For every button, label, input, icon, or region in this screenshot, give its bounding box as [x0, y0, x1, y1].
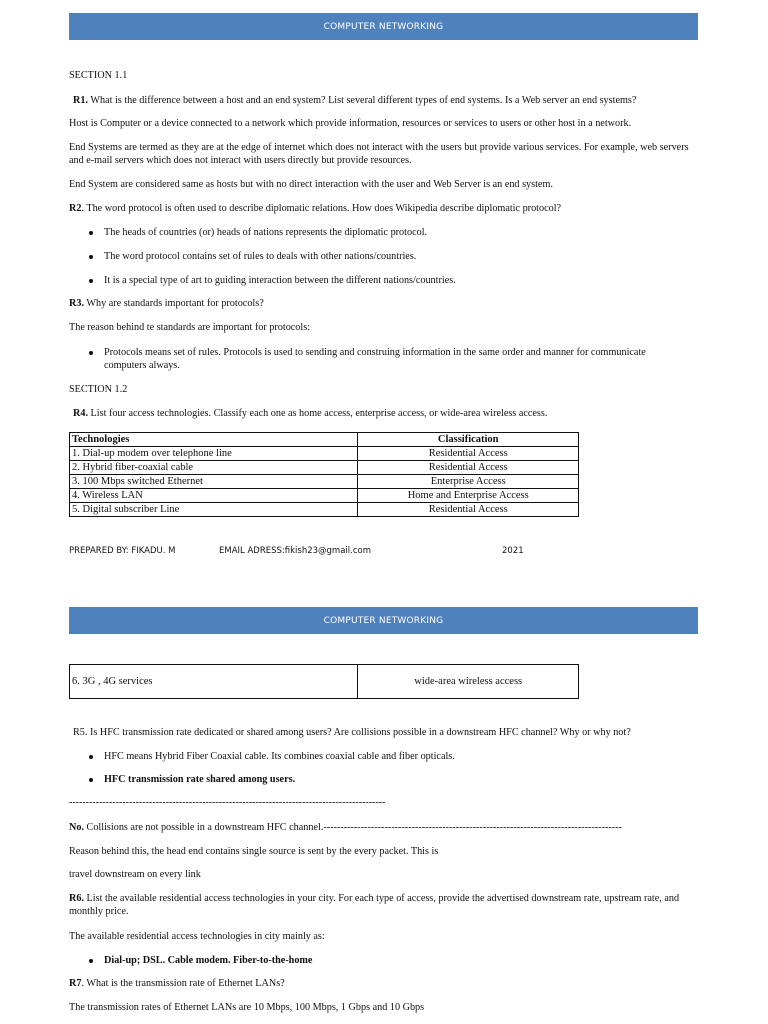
list-item: The heads of countries (or) heads of nations represents the diplomatic protocol. [89, 226, 689, 239]
question-label: R4. [73, 408, 88, 419]
section-heading: SECTION 1.1 [69, 70, 128, 81]
question-label: R6. [69, 893, 84, 904]
question-text: . The word protocol is often used to describe diplomatic relations. How does Wikipedia describe diplomatic protocol? [81, 203, 562, 214]
answer-paragraph: Reason behind this, the head end contains single source is sent by the every packet. This is [69, 846, 439, 857]
table-cell: 3. 100 Mbps switched Ethernet [70, 475, 358, 489]
prepared-by: PREPARED BY: FIKADU. M [69, 546, 176, 556]
answer-paragraph [69, 821, 664, 834]
page-header-banner [69, 13, 698, 40]
answer-paragraph: End Systems are termed as they are at the edge of internet which does not interact with the users but provide various services. For example, web servers and e-mail servers which does not interact with users directly but provide resources. [69, 142, 689, 166]
question-r6 [69, 892, 699, 918]
table-cell: Residential Access [358, 461, 579, 475]
answer-paragraph: travel downstream on every link [69, 869, 201, 880]
question-text: List the available residential access technologies in your city. For each type of access, provide the advertised downstream rate, upstream rate, and monthly price. [69, 893, 680, 917]
answer-paragraph: End System are considered same as hosts but with no direct interaction with the user and Web Server is an end system. [69, 179, 553, 190]
question-text: What is the difference between a host and an end system? List several different types of end systems. Is a Web server an end systems? [88, 95, 637, 106]
question-r1 [73, 94, 703, 107]
question-text: Why are standards important for protocols? [84, 298, 264, 309]
answer-paragraph: Host is Computer or a device connected to a network which provide information, resources or services to users or other host in a network. [69, 118, 632, 129]
table-row [70, 489, 579, 503]
table-cell: 6. 3G , 4G services [70, 665, 358, 699]
table-row [70, 447, 579, 461]
answer-paragraph: The transmission rates of Ethernet LANs are 10 Mbps, 100 Mbps, 1 Gbps and 10 Gbps [69, 1002, 425, 1013]
question-r3 [69, 297, 699, 310]
table-cell: 5. Digital subscriber Line [70, 503, 358, 517]
question-label: R3. [69, 298, 84, 309]
answer-label: No. [69, 822, 84, 833]
question-r5: R5. Is HFC transmission rate dedicated or shared among users? Are collisions possible in a downstream HFC channel? Why or why not? [73, 727, 631, 738]
question-label: R7 [69, 978, 82, 989]
table-row [70, 665, 579, 699]
table-row [70, 461, 579, 475]
answer-text: Collisions are not possible in a downstream HFC channel.---------------------------------------------------------------------------------------- [84, 822, 622, 833]
answer-paragraph: The reason behind te standards are important for protocols: [69, 322, 311, 333]
table-cell: Residential Access [358, 447, 579, 461]
column-header: Classification [358, 433, 579, 447]
list-item: HFC transmission rate shared among users. [89, 773, 689, 786]
banner-title: COMPUTER NETWORKING [323, 21, 444, 32]
list-item: The word protocol contains set of rules to deals with other nations/countries. [89, 250, 689, 263]
email-address: EMAIL ADRESS:fikish23@gmail.com [219, 546, 371, 556]
table-cell: wide-area wireless access [358, 665, 579, 699]
table-cell: 1. Dial-up modem over telephone line [70, 447, 358, 461]
table-cell: Enterprise Access [358, 475, 579, 489]
column-header: Technologies [70, 433, 358, 447]
page-footer [69, 546, 709, 560]
list-item: Dial-up; DSL. Cable modem. Fiber-to-the-home [89, 954, 689, 967]
access-technologies-table-continued [69, 664, 579, 699]
page-header-banner [69, 607, 698, 634]
question-r4 [73, 407, 703, 420]
table-cell: 4. Wireless LAN [70, 489, 358, 503]
banner-title: COMPUTER NETWORKING [323, 615, 444, 626]
year: 2021 [502, 546, 524, 556]
question-label: R2 [69, 203, 82, 214]
list-item: It is a special type of art to guiding interaction between the different nations/countries. [89, 274, 689, 287]
table-cell: Residential Access [358, 503, 579, 517]
question-r7 [69, 977, 699, 990]
question-text: . What is the transmission rate of Ethernet LANs? [81, 978, 285, 989]
question-text: List four access technologies. Classify each one as home access, enterprise access, or wide-area wireless access. [88, 408, 548, 419]
question-r2 [69, 202, 699, 215]
dashed-divider: ----------------------------------------------------------------------------------------------- [69, 797, 386, 808]
question-label: R1. [73, 95, 88, 106]
table-cell: Home and Enterprise Access [358, 489, 579, 503]
table-header-row [70, 433, 579, 447]
answer-paragraph: The available residential access technologies in city mainly as: [69, 931, 325, 942]
list-item: Protocols means set of rules. Protocols is used to sending and construing information in the same order and manner for communicate computers always. [89, 346, 679, 372]
table-row [70, 475, 579, 489]
table-cell: 2. Hybrid fiber-coaxial cable [70, 461, 358, 475]
section-heading: SECTION 1.2 [69, 384, 128, 395]
table-row [70, 503, 579, 517]
access-technologies-table [69, 432, 579, 517]
list-item: HFC means Hybrid Fiber Coaxial cable. Its combines coaxial cable and fiber opticals. [89, 750, 689, 763]
